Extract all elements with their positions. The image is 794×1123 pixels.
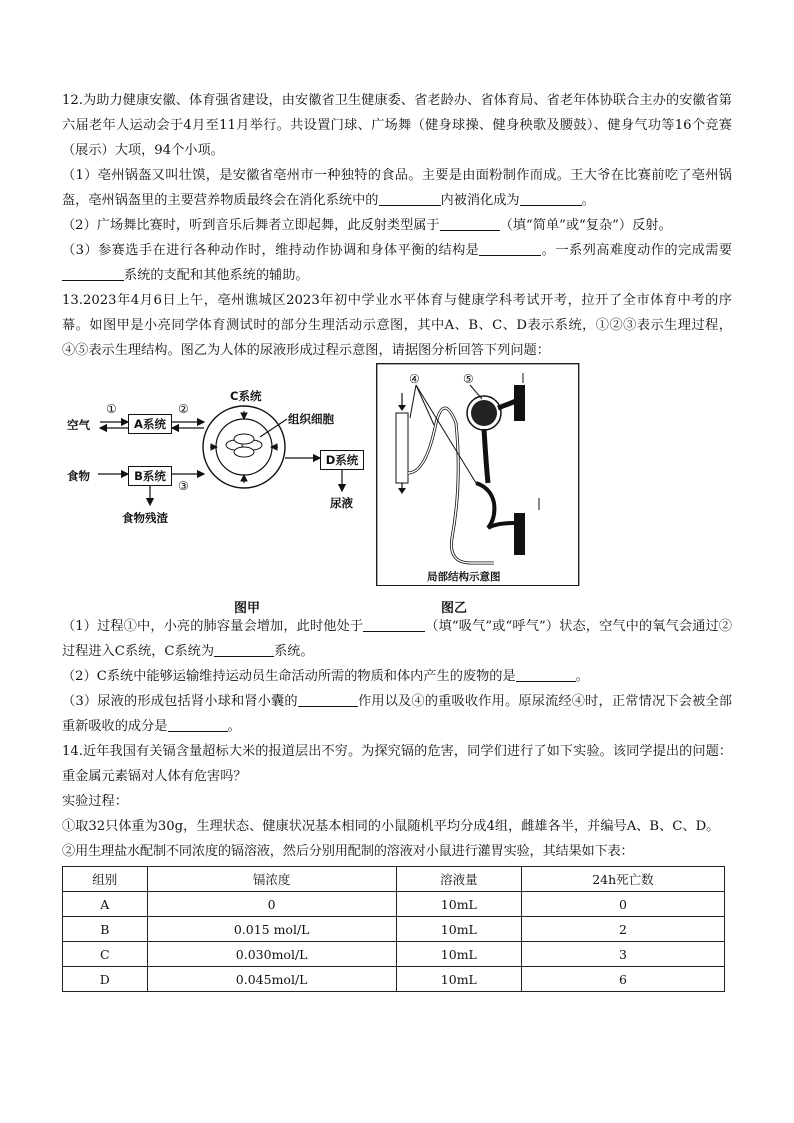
- system-d-box: D系统: [320, 450, 364, 470]
- cell-concentration: 0.045mol/L: [147, 967, 396, 992]
- label-structure-5: ⑤: [463, 372, 474, 386]
- glomerulus: [471, 400, 497, 426]
- table-row: [63, 942, 725, 967]
- q12-intro: 12.为助力健康安徽、体育强省建设，由安徽省卫生健康委、省老龄办、省体育局、省老年体协联合主办的安徽省第六届老年人运动会于4月至11月举行。共设置门球、广场舞（健身球操、健身秧歌及腰鼓）、健身气功等16个竞赛（展示）大项，94个小项。: [62, 93, 732, 158]
- q13-intro: 13.2023年4月6日上午，亳州谯城区2023年初中学业水平体育与健康学科考试开考，拉开了全市体育中考的序幕。如图甲是小亮同学体育测试时的部分生理活动示意图，其中A、B、C、D表示系统，①②③表示生理过程，④⑤表示生理结构。图乙为人体的尿液形成过程示意图，请据图分析回答下列问题：: [62, 293, 732, 358]
- q12-blank-5[interactable]: [62, 266, 124, 281]
- q12-part3-text-b: 。一系列高难度动作的完成需要: [541, 243, 733, 258]
- q13-part2-text-a: （2）C系统中能够运输维持运动员生命活动所需的物质和体内产生的废物的是: [62, 669, 516, 684]
- q12-blank-4[interactable]: [479, 241, 541, 256]
- q13-part1-text-a: （1）过程①中，小亮的肺容量会增加，此时他处于: [62, 619, 364, 634]
- renal-artery: [514, 385, 525, 421]
- label-food: 食物: [67, 469, 90, 483]
- cell-volume: 10mL: [396, 967, 521, 992]
- label-urine: 尿液: [330, 496, 353, 510]
- q12-blank-1[interactable]: [379, 191, 441, 206]
- q13-part3: [62, 689, 732, 739]
- q13-part2-text-b: 。: [575, 669, 589, 684]
- figure-yi-kidney-diagram: [376, 363, 580, 586]
- cell-group: D: [63, 967, 148, 992]
- figure-yi-subtitle: 局部结构示意图: [427, 571, 501, 583]
- label-process-3: ③: [178, 479, 189, 493]
- header-group: 组别: [63, 867, 148, 892]
- q13-part3-text-c: 。: [227, 719, 241, 734]
- cell-deaths: 3: [521, 942, 724, 967]
- cell-group: C: [63, 942, 148, 967]
- cell-volume: 10mL: [396, 892, 521, 917]
- q13-part2: [62, 664, 732, 689]
- cell-volume: 10mL: [396, 942, 521, 967]
- caption-figure-jia: 图甲: [234, 601, 261, 616]
- q12-part3-text-c: 系统的支配和其他系统的辅助。: [124, 268, 309, 283]
- q12-part2-text-a: （2）广场舞比赛时，听到音乐后舞者立即起舞，此反射类型属于: [62, 218, 440, 233]
- q12-part2: [62, 213, 732, 238]
- cell-group: A: [63, 892, 148, 917]
- q13-blank-2[interactable]: [214, 642, 274, 657]
- q12-part1-text-a: （1）亳州锅盔又叫壮馍，是安徽省亳州市一种独特的食品。主要是由面粉制作而成。王大爷在比赛前吃了亳州锅盔，亳州锅盔里的主要营养物质最终会在消化系统中的: [62, 168, 732, 208]
- table-row: [63, 917, 725, 942]
- table-row: [63, 967, 725, 992]
- q12-part3-text-a: （3）参赛选手在进行各种动作时，维持动作协调和身体平衡的结构是: [62, 243, 480, 258]
- q13-part3-text-b: 作用以及④的重吸收作用。原尿流经④时，正常情况下会被全部重新吸收的成分是: [62, 694, 733, 734]
- collecting-duct: [396, 413, 408, 483]
- q13-blank-3[interactable]: [516, 667, 576, 682]
- q13-figures: [62, 367, 732, 616]
- system-a-box: A系统: [128, 414, 172, 434]
- tissue-cell-4: [234, 447, 254, 457]
- q14-step-2: ②用生理盐水配制不同浓度的镉溶液，然后分别用配制的溶液对小鼠进行灌胃实验，其结果如下表：: [62, 844, 634, 859]
- q14-process-label: 实验过程：: [62, 794, 128, 809]
- q13-part1-text-c: 系统。: [274, 644, 314, 659]
- table-row: [63, 892, 725, 917]
- page-content: [62, 88, 732, 992]
- cell-concentration: 0.015 mol/L: [147, 917, 396, 942]
- label-air: 空气: [67, 418, 90, 432]
- cell-group: B: [63, 917, 148, 942]
- q14-results-table: [62, 866, 725, 992]
- q14-step-1: ①取32只体重为30g，生理状态、健康状况基本相同的小鼠随机平均分成4组，雌雄各半，并编号A、B、C、D。: [62, 819, 720, 834]
- q12-blank-3[interactable]: [440, 216, 500, 231]
- q13-part1-text-b: （填“吸气”或“呼气”）状态，空气中的氧气会通过②过程进入C系统，C系统为: [62, 619, 732, 659]
- table-header-row: [63, 867, 725, 892]
- label-process-2: ②: [178, 402, 189, 416]
- cell-concentration: 0: [147, 892, 396, 917]
- q13-part3-text-a: （3）尿液的形成包括肾小球和肾小囊的: [62, 694, 298, 709]
- q13-blank-1[interactable]: [363, 617, 425, 632]
- caption-figure-yi: 图乙: [441, 601, 468, 616]
- q13-blank-4[interactable]: [298, 692, 358, 707]
- system-b-box: B系统: [128, 466, 172, 486]
- label-structure-4: ④: [409, 372, 420, 386]
- q14-intro: 14.近年我国有关镉含量超标大米的报道层出不穷。为探究镉的危害，同学们进行了如下实验。该同学提出的问题：重金属元素镉对人体有危害吗？: [62, 744, 732, 784]
- q12-blank-2[interactable]: [520, 191, 582, 206]
- header-deaths: 24h死亡数: [521, 867, 724, 892]
- q12-part1-text-c: 。: [581, 193, 595, 208]
- q12-part2-text-b: （填“简单”或“复杂”）反射。: [499, 218, 672, 233]
- header-volume: 溶液量: [396, 867, 521, 892]
- q13-blank-5[interactable]: [168, 717, 228, 732]
- q12-part3: [62, 238, 732, 288]
- renal-vein: [514, 513, 525, 555]
- cell-concentration: 0.030mol/L: [147, 942, 396, 967]
- q12-part1-text-b: 内被消化成为: [440, 193, 520, 208]
- cell-deaths: 6: [521, 967, 724, 992]
- q12-part1: [62, 163, 732, 213]
- cell-deaths: 0: [521, 892, 724, 917]
- label-tissue-cells: 组织细胞: [288, 412, 334, 426]
- q13-part1: [62, 614, 732, 664]
- label-food-residue: 食物残渣: [122, 511, 168, 525]
- cell-deaths: 2: [521, 917, 724, 942]
- cell-volume: 10mL: [396, 917, 521, 942]
- label-process-1: ①: [106, 402, 117, 416]
- header-concentration: 镉浓度: [147, 867, 396, 892]
- label-system-c: C系统: [230, 389, 262, 403]
- tissue-cell-3: [234, 434, 254, 444]
